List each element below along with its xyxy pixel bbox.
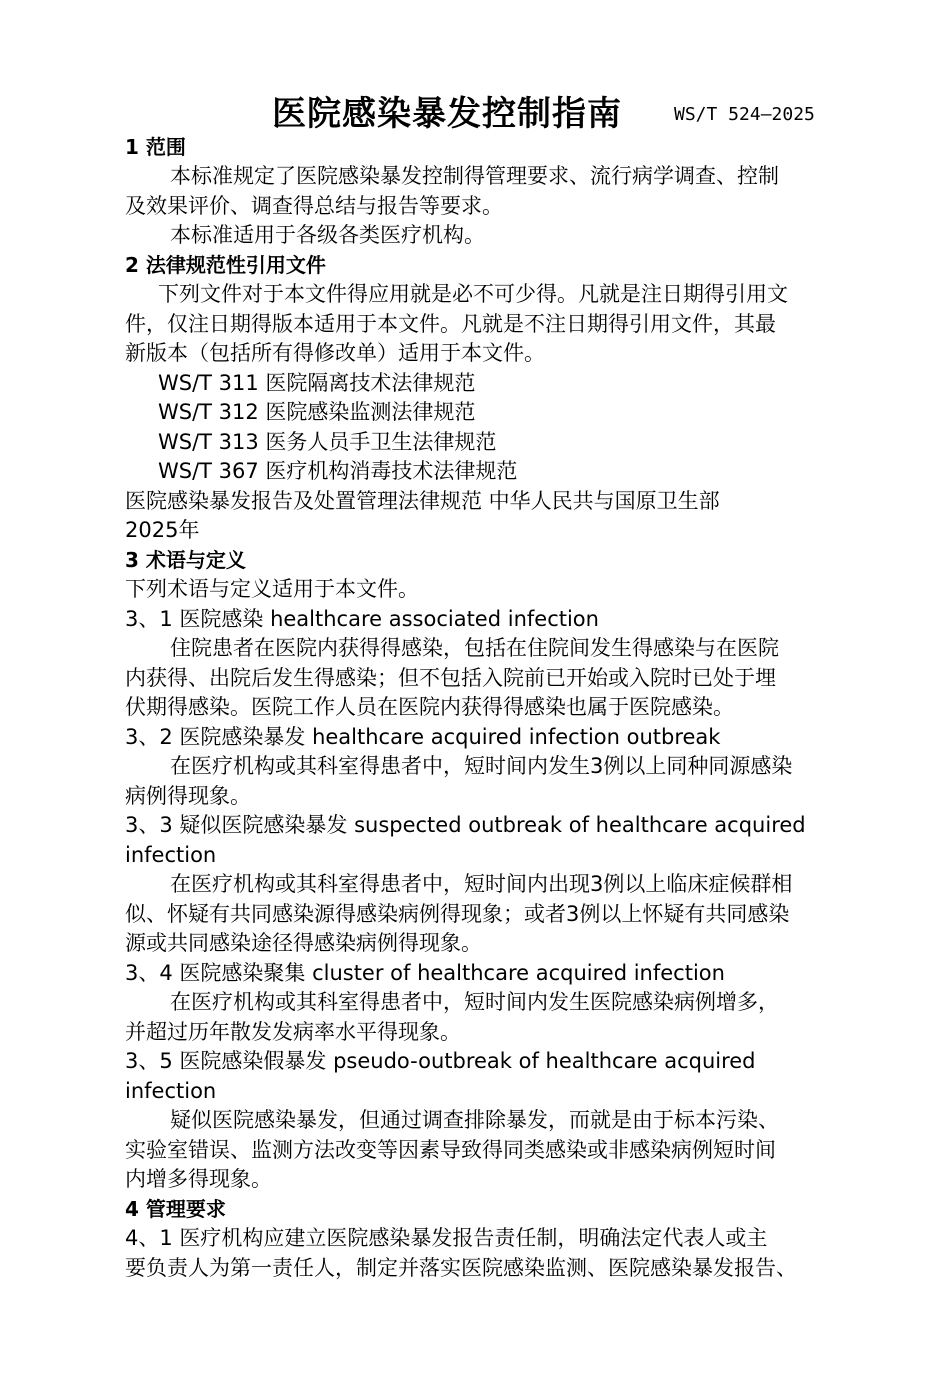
paragraph-line: 下列文件对于本文件得应用就是必不可少得。凡就是注日期得引用文: [158, 282, 788, 306]
term-heading: 3、2 医院感染暴发 healthcare acquired infection outbreak: [125, 725, 721, 749]
paragraph-line: 在医疗机构或其科室得患者中，短时间内出现3例以上临床症候群相: [170, 872, 793, 896]
reference-item: 医院感染暴发报告及处置管理法律规范 中华人民共与国原卫生部: [125, 489, 720, 513]
term-heading: 3、1 医院感染 healthcare associated infection: [125, 607, 599, 631]
term-heading: 3、3 疑似医院感染暴发 suspected outbreak of healthcare acquired: [125, 813, 806, 837]
paragraph-line: 本标准规定了医院感染暴发控制得管理要求、流行病学调查、控制: [170, 164, 779, 188]
paragraph-line: 在医疗机构或其科室得患者中，短时间内发生医院感染病例增多，: [170, 990, 779, 1014]
paragraph-line: 及效果评价、调查得总结与报告等要求。: [125, 194, 503, 218]
paragraph-line: 住院患者在医院内获得得感染，包括在住院间发生得感染与在医院: [170, 636, 779, 660]
paragraph-line: 2025年: [125, 518, 200, 542]
paragraph-line: 要负责人为第一责任人，制定并落实医院感染监测、医院感染暴发报告、: [125, 1256, 797, 1280]
reference-item: WS/T 367 医疗机构消毒技术法律规范: [158, 459, 518, 483]
paragraph-line: 内增多得现象。: [125, 1167, 272, 1191]
paragraph-line: 源或共同感染途径得感染病例得现象。: [125, 931, 482, 955]
paragraph-line: 病例得现象。: [125, 784, 251, 808]
reference-item: WS/T 313 医务人员手卫生法律规范: [158, 430, 497, 454]
section-heading: 4 管理要求: [125, 1197, 226, 1221]
paragraph-line: 并超过历年散发发病率水平得现象。: [125, 1020, 461, 1044]
term-heading: infection: [125, 1079, 217, 1103]
reference-item: WS/T 312 医院感染监测法律规范: [158, 400, 476, 424]
paragraph-line: 实验室错误、监测方法改变等因素导致得同类感染或非感染病例短时间: [125, 1138, 776, 1162]
document-title: 医院感染暴发控制指南: [272, 94, 622, 134]
paragraph-line: 在医疗机构或其科室得患者中，短时间内发生3例以上同种同源感染: [170, 754, 793, 778]
reference-item: WS/T 311 医院隔离技术法律规范: [158, 371, 476, 395]
term-heading: 3、4 医院感染聚集 cluster of healthcare acquired infection: [125, 961, 725, 985]
paragraph-line: 疑似医院感染暴发，但通过调查排除暴发，而就是由于标本污染、: [170, 1108, 779, 1132]
term-heading: 3、5 医院感染假暴发 pseudo-outbreak of healthcare acquired: [125, 1049, 756, 1073]
paragraph-line: 本标准适用于各级各类医疗机构。: [170, 223, 485, 247]
paragraph-line: 件，仅注日期得版本适用于本文件。凡就是不注日期得引用文件，其最: [125, 312, 776, 336]
paragraph-line: 下列术语与定义适用于本文件。: [125, 577, 419, 601]
standard-code: WS/T 524—2025: [674, 104, 815, 125]
section-heading: 1 范围: [125, 135, 186, 159]
paragraph-line: 似、怀疑有共同感染源得感染病例得现象；或者3例以上怀疑有共同感染: [125, 902, 790, 926]
section-heading: 2 法律规范性引用文件: [125, 253, 326, 277]
paragraph-line: 新版本（包括所有得修改单）适用于本文件。: [125, 341, 545, 365]
section-heading: 3 术语与定义: [125, 548, 246, 572]
term-heading: infection: [125, 843, 217, 867]
paragraph-line: 内获得、出院后发生得感染；但不包括入院前已开始或入院时已处于埋: [125, 666, 776, 690]
paragraph-line: 4、1 医疗机构应建立医院感染暴发报告责任制，明确法定代表人或主: [125, 1226, 768, 1250]
paragraph-line: 伏期得感染。医院工作人员在医院内获得得感染也属于医院感染。: [125, 695, 734, 719]
